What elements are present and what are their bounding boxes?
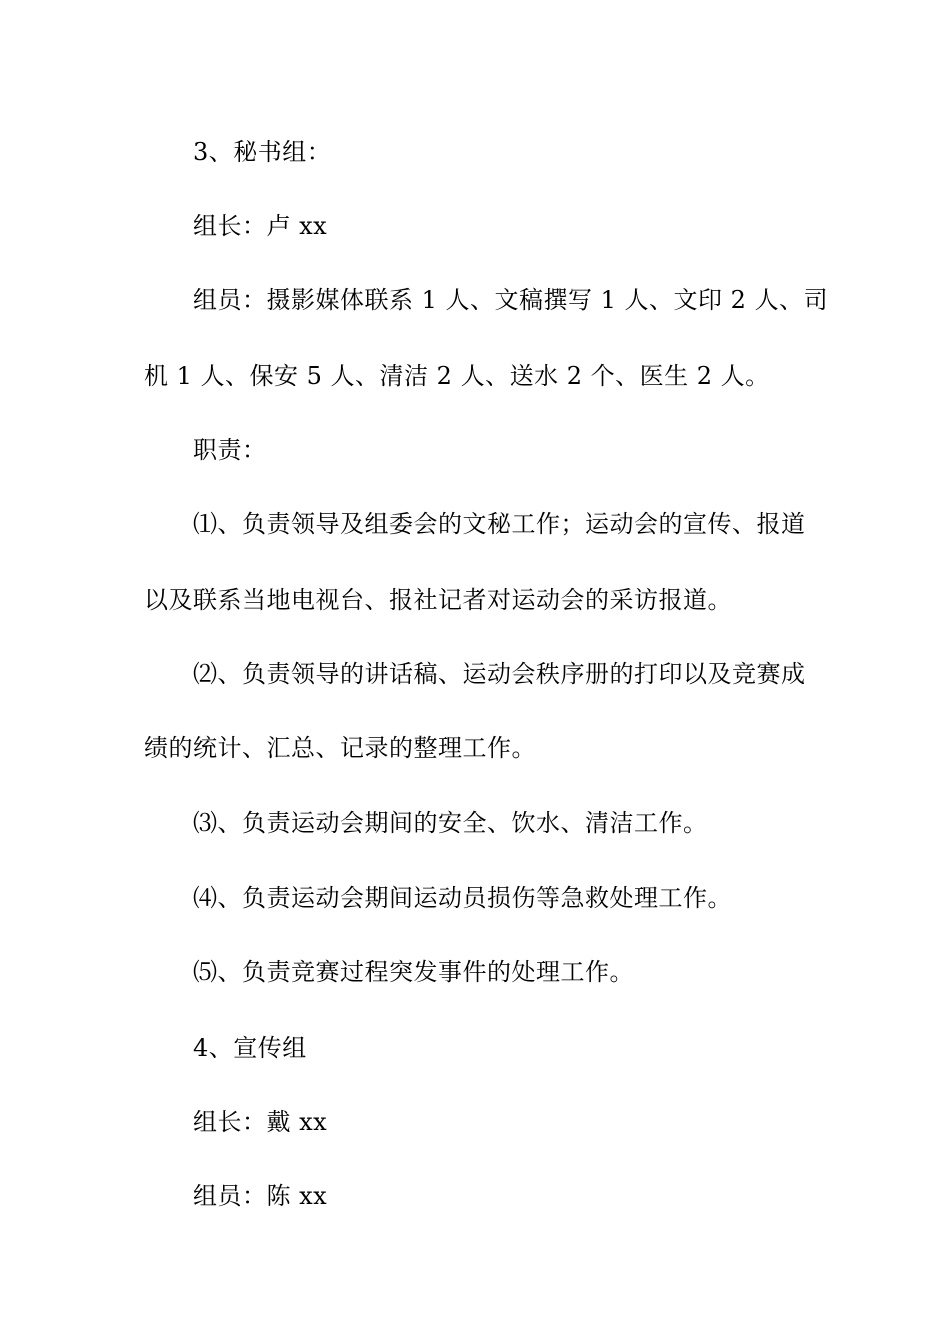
duties-heading: 职责： — [193, 436, 267, 464]
duty-2-line-2: 绩的统计、汇总、记录的整理工作。 — [144, 734, 536, 762]
duty-1-line-1: ⑴、负责领导及组委会的文秘工作；运动会的宣传、报道 — [193, 510, 806, 538]
secretariat-members-line-2: 机 1 人、保安 5 人、清洁 2 人、送水 2 个、医生 2 人。 — [144, 362, 770, 390]
duty-3: ⑶、负责运动会期间的安全、饮水、清洁工作。 — [193, 809, 708, 837]
duty-5: ⑸、负责竞赛过程突发事件的处理工作。 — [193, 958, 634, 986]
section-heading-secretariat: 3、秘书组： — [193, 138, 332, 166]
publicity-members: 组员：陈 xx — [193, 1182, 328, 1210]
secretariat-leader: 组长：卢 xx — [193, 212, 328, 240]
duty-1-line-2: 以及联系当地电视台、报社记者对运动会的采访报道。 — [144, 586, 732, 614]
duty-2-line-1: ⑵、负责领导的讲话稿、运动会秩序册的打印以及竞赛成 — [193, 660, 806, 688]
section-heading-publicity: 4、宣传组 — [193, 1034, 307, 1062]
publicity-leader: 组长：戴 xx — [193, 1108, 328, 1136]
duty-4: ⑷、负责运动会期间运动员损伤等急救处理工作。 — [193, 884, 732, 912]
secretariat-members-line-1: 组员：摄影媒体联系 1 人、文稿撰写 1 人、文印 2 人、司 — [193, 286, 829, 314]
